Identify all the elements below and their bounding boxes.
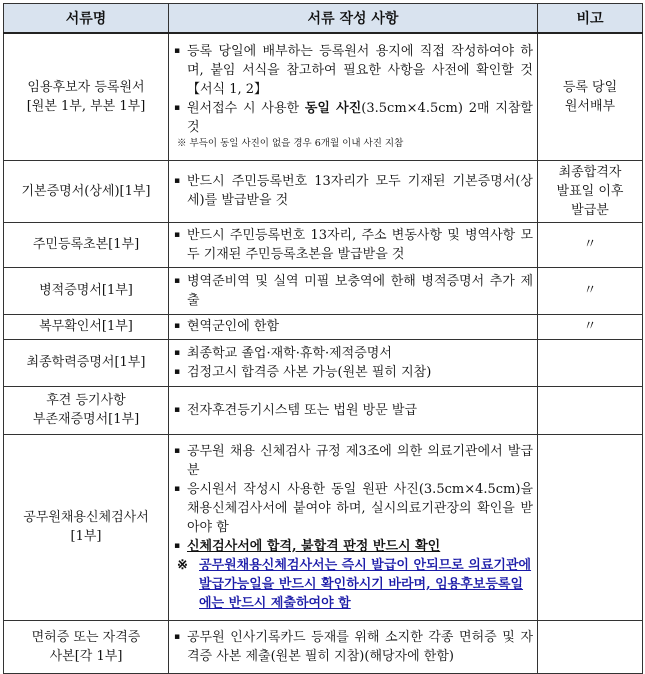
bullet-icon: ▪ bbox=[174, 366, 181, 377]
requirement-item: ▪ 반드시 주민등록번호 13자리, 주소 변동사항 및 병역사항 모두 기재된 주민등록초본을 발급받을 것 bbox=[174, 227, 533, 262]
bullet-icon: ▪ bbox=[174, 275, 181, 286]
requirement-item: ▪ 현역군인에 한함 bbox=[174, 319, 280, 334]
table-row bbox=[4, 386, 643, 434]
requirement-item: ▪ 원서접수 시 사용한 동일 사진(3.5cm×4.5cm) 2매 지참할 것 bbox=[174, 101, 533, 136]
reference-mark: ※ bbox=[177, 557, 188, 573]
requirement-list bbox=[173, 42, 533, 137]
document-details bbox=[169, 339, 538, 386]
document-details bbox=[169, 160, 538, 222]
document-details bbox=[169, 434, 538, 620]
requirement-item: ▪ 전자후견등기시스템 또는 법원 방문 발급 bbox=[174, 402, 418, 418]
bullet-icon: ▪ bbox=[174, 347, 181, 358]
header-document-name: 서류명 bbox=[4, 4, 169, 34]
emphasis-text: 신체검사서에 합격, 불합격 판정 반드시 확인 bbox=[187, 538, 441, 554]
bullet-icon: ▪ bbox=[174, 483, 181, 494]
requirement-list bbox=[173, 401, 533, 420]
bullet-icon: ▪ bbox=[174, 631, 181, 642]
document-name: 임용후보자 등록원서 [원본 1부, 부본 1부] bbox=[4, 33, 169, 160]
requirement-list bbox=[173, 172, 533, 210]
document-details bbox=[169, 33, 538, 160]
document-details bbox=[169, 620, 538, 673]
document-name: 공무원채용신체검사서 [1부] bbox=[4, 434, 169, 620]
header-document-details: 서류 작성 사항 bbox=[169, 4, 538, 34]
table-row bbox=[4, 620, 643, 673]
bullet-icon: ▪ bbox=[174, 46, 181, 57]
bullet-icon: ▪ bbox=[174, 176, 181, 186]
requirement-item: ▪ 등록 당일에 배부하는 등록원서 용지에 직접 작성하여야 하며, 붙임 서식을 참고하여 필요한 사항을 사전에 확인할 것 【서식 1, 2】 bbox=[174, 44, 533, 98]
requirement-item: ▪ 응시원서 작성시 사용한 동일 원판 사진(3.5cm×4.5cm)을 채용신체검사서에 붙여야 하며, 실시의료기관장의 확인을 받아야 함 bbox=[174, 481, 533, 535]
table-row bbox=[4, 339, 643, 386]
requirement-list bbox=[173, 226, 533, 264]
document-name: 복무확인서[1부] bbox=[4, 314, 169, 339]
requirement-list bbox=[173, 272, 533, 310]
requirement-list bbox=[173, 628, 533, 666]
footnote: ※ 부득이 동일 사진이 없을 경우 6개월 이내 사진 지참 bbox=[177, 138, 404, 150]
requirement-item: ▪ 최종학교 졸업·재학·휴학·제적증명서 bbox=[174, 345, 392, 361]
requirement-item: ▪ 공무원 인사기록카드 등재를 위해 소지한 각종 면허증 및 자격증 사본 제출(원본 필히 지참)(해당자에 한함) bbox=[174, 629, 533, 664]
remarks bbox=[538, 434, 643, 620]
document-name: 주민등록초본[1부] bbox=[4, 222, 169, 267]
table-row bbox=[4, 434, 643, 620]
document-details bbox=[169, 222, 538, 267]
table-body bbox=[4, 33, 643, 673]
requirement-list bbox=[173, 317, 533, 336]
table-row bbox=[4, 314, 643, 339]
remarks bbox=[538, 620, 643, 673]
requirement-item bbox=[173, 537, 533, 556]
requirement-item: ▪ 검정고시 합격증 사본 가능(원본 필히 지참) bbox=[174, 364, 432, 380]
remarks bbox=[538, 386, 643, 434]
requirement-item: ▪ 병역준비역 및 실역 미필 보충역에 한해 병적증명서 추가 제출 bbox=[174, 273, 533, 308]
table-row bbox=[4, 267, 643, 314]
document-details bbox=[169, 267, 538, 314]
document-name: 후견 등기사항 부존재증명서[1부] bbox=[4, 386, 169, 434]
header-row bbox=[4, 4, 643, 34]
bullet-icon: ▪ bbox=[174, 321, 181, 331]
remarks: 〃 bbox=[538, 314, 643, 339]
table-row bbox=[4, 222, 643, 267]
remarks: 〃 bbox=[538, 222, 643, 267]
remarks bbox=[538, 339, 643, 386]
bullet-icon: ▪ bbox=[174, 445, 181, 456]
bullet-icon: ▪ bbox=[174, 404, 181, 415]
requirement-list bbox=[173, 442, 533, 556]
remarks: 〃 bbox=[538, 267, 643, 314]
document-name: 병적증명서[1부] bbox=[4, 267, 169, 314]
remarks: 최종합격자 발표일 이후 발급분 bbox=[538, 160, 643, 222]
header-remarks: 비고 bbox=[538, 4, 643, 34]
warning-note bbox=[173, 556, 533, 613]
bullet-icon: ▪ bbox=[174, 229, 181, 240]
requirement-item: ▪ 반드시 주민등록번호 13자리가 모두 기재된 기본증명서(상세)를 발급받을 것 bbox=[174, 174, 533, 208]
emphasis-text: 동일 사진 bbox=[304, 101, 362, 117]
document-name: 면허증 또는 자격증 사본[각 1부] bbox=[4, 620, 169, 673]
bullet-icon: ▪ bbox=[174, 103, 181, 114]
documents-table bbox=[3, 3, 643, 674]
document-name: 기본증명서(상세)[1부] bbox=[4, 160, 169, 222]
document-details bbox=[169, 386, 538, 434]
remarks: 등록 당일 원서배부 bbox=[538, 33, 643, 160]
requirement-item: ▪ 공무원 채용 신체검사 규정 제3조에 의한 의료기관에서 발급분 bbox=[174, 443, 533, 478]
table-row bbox=[4, 160, 643, 222]
document-details bbox=[169, 314, 538, 339]
warning-text: 공무원채용신체검사서는 즉시 발급이 안되므로 의료기관에 발급가능일을 반드시 확인하시기 바라며, 임용후보등록일에는 반드시 제출하여야 함 bbox=[199, 557, 532, 611]
document-name: 최종학력증명서[1부] bbox=[4, 339, 169, 386]
table-row bbox=[4, 33, 643, 160]
requirement-list bbox=[173, 344, 533, 382]
bullet-icon: ▪ bbox=[174, 540, 181, 551]
